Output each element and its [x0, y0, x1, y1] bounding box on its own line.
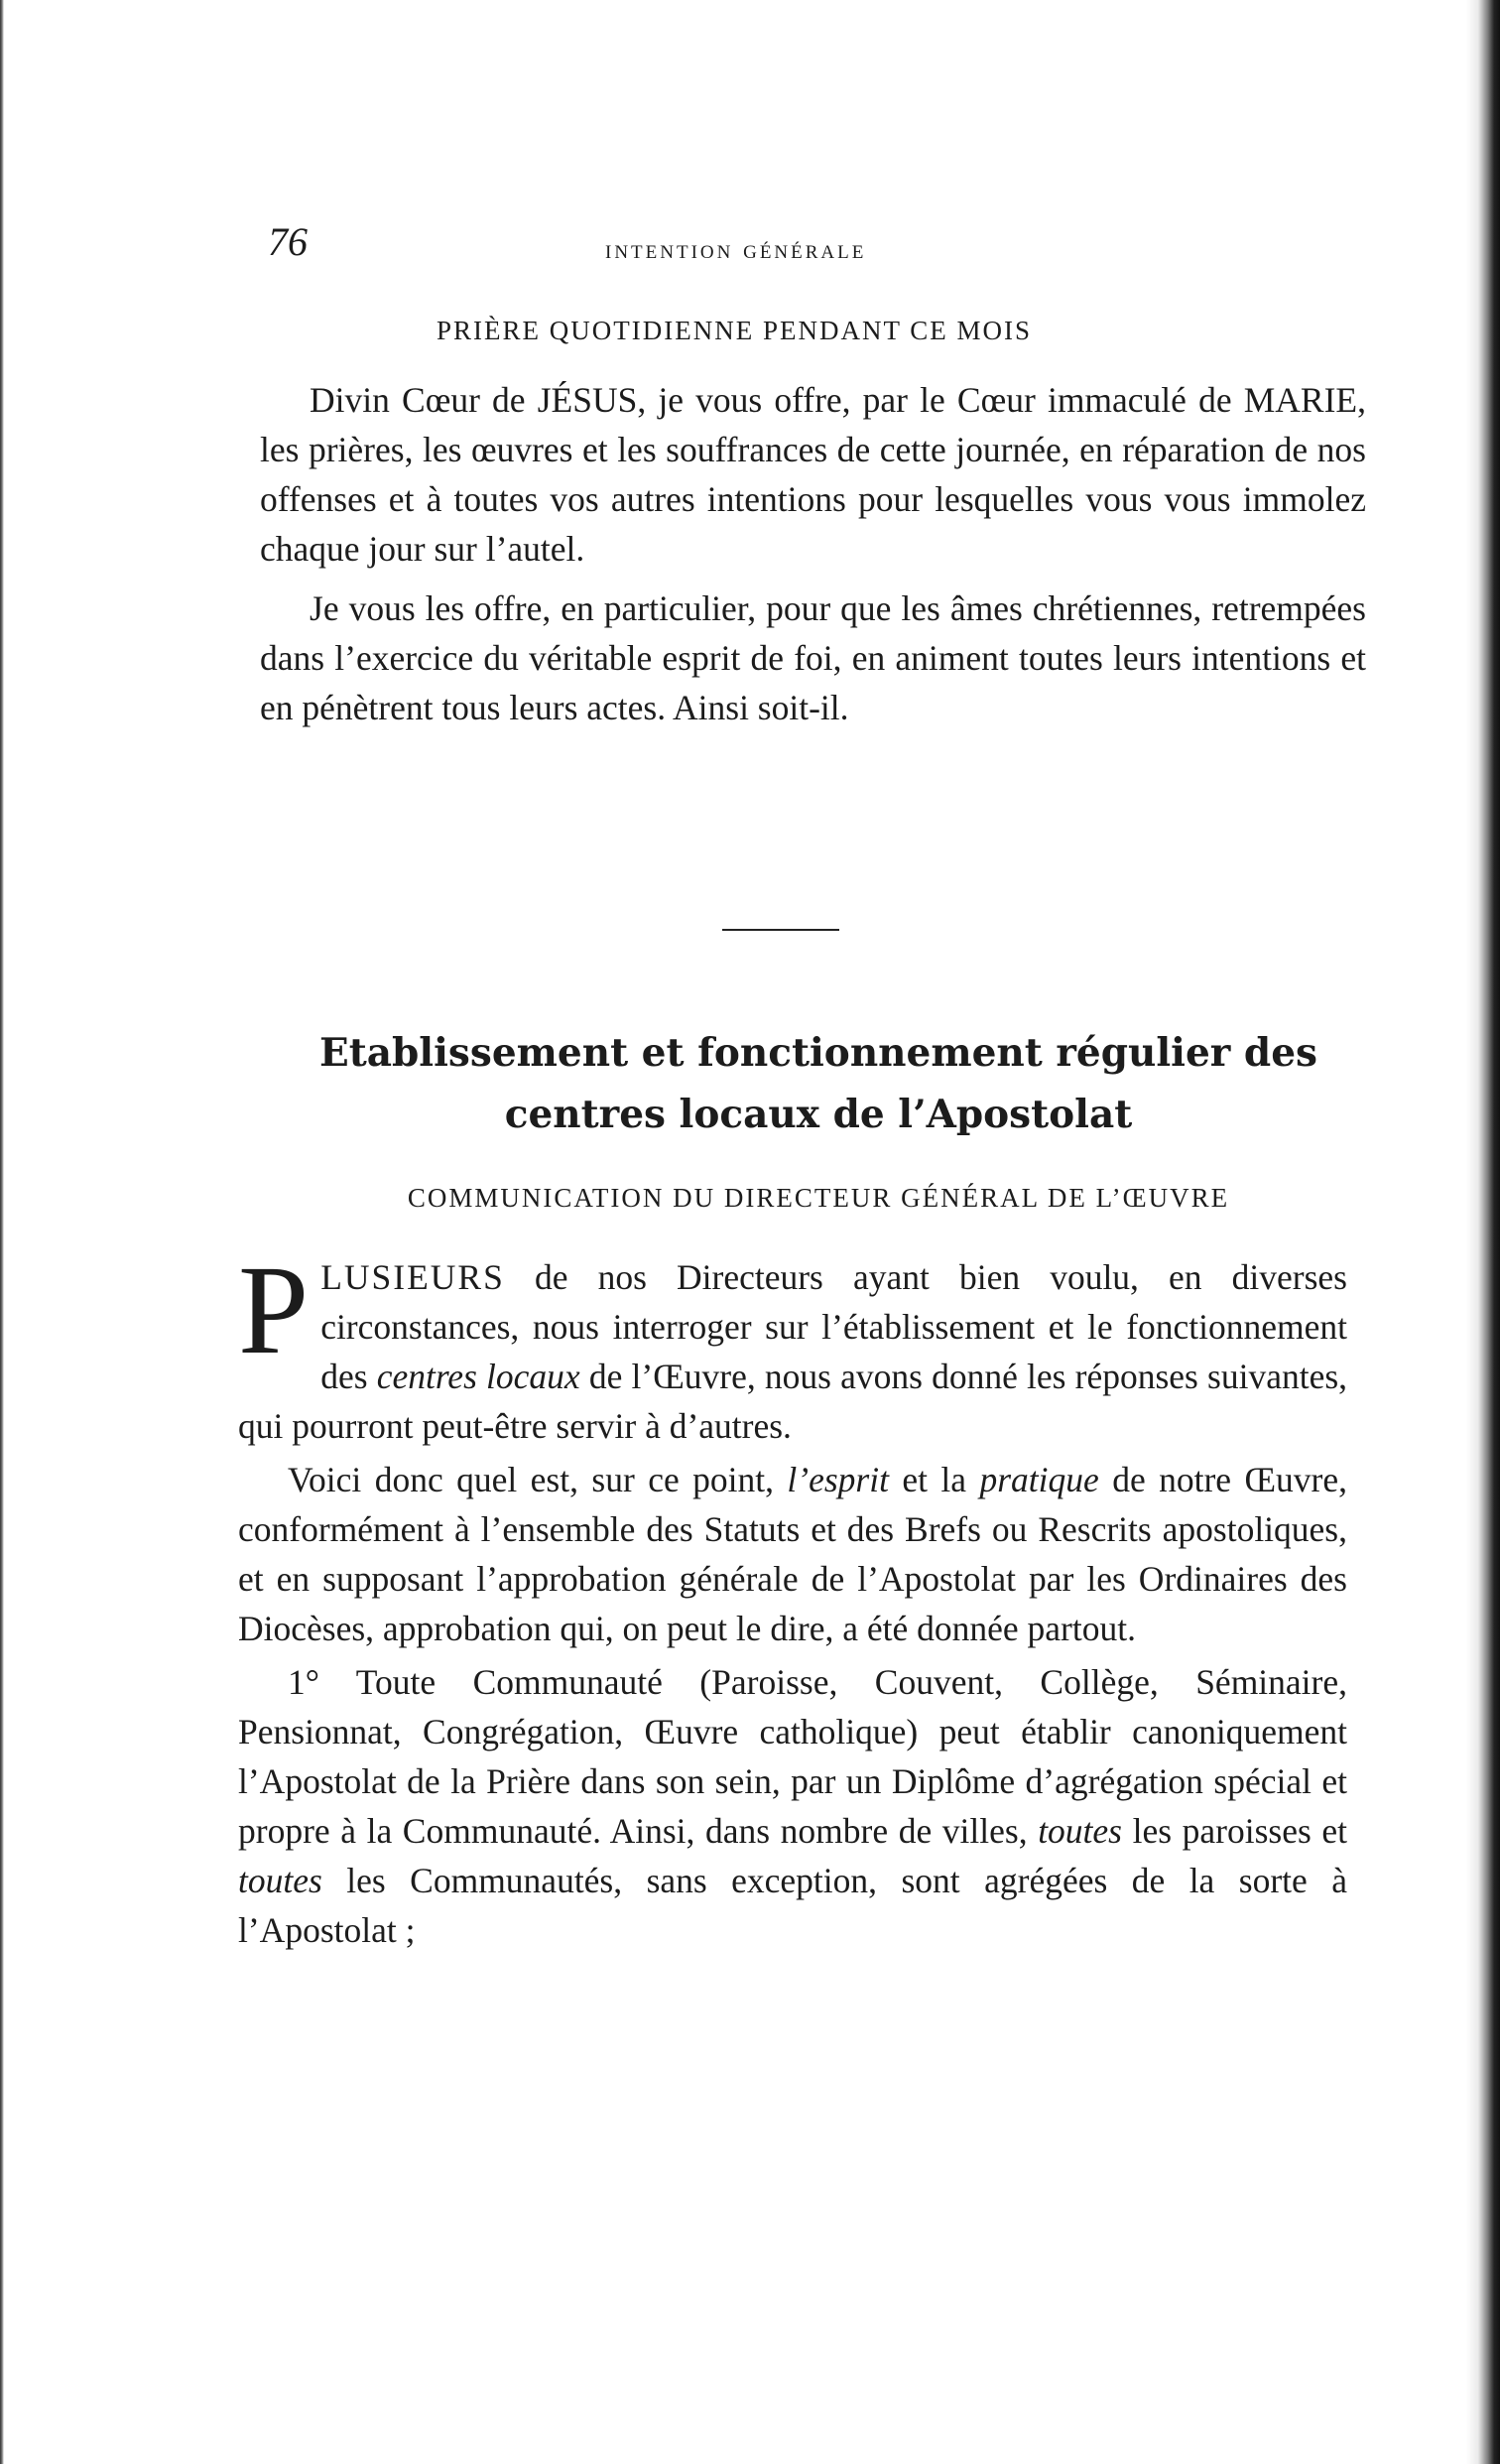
paragraph-text: et la [888, 1460, 980, 1499]
article-title-line: centres locaux de l’Apostolat [504, 1092, 1133, 1137]
paragraph-text: de nos Directeurs ayant bien voulu, en diverses circonstances, nous interroger sur l’établissement et le fonctionnement des [320, 1257, 1347, 1396]
article-title [268, 1022, 1369, 1145]
prayer-title: PRIÈRE QUOTIDIENNE PENDANT CE MOIS [437, 316, 1032, 345]
article-paragraph [238, 1455, 1347, 1653]
prayer-paragraph: Divin Cœur de JÉSUS, je vous offre, par le Cœur immaculé de MARIE, les prières, les œuvres et les souffrances de cette journée, en réparation de nos offenses et à toutes vos autres intentions pour lesquelles vous vous immolez chaque jour sur l’autel. [260, 380, 1366, 569]
book-spine-shadow [1466, 0, 1500, 2464]
emphasized-text: pratique [979, 1460, 1099, 1499]
emphasized-text: l’esprit [787, 1460, 889, 1499]
article-paragraph [238, 1239, 1348, 1451]
article-title-line: Etablissement et fonctionnement régulier des [319, 1030, 1317, 1076]
drop-cap: P [238, 1239, 310, 1380]
article-body [238, 1239, 1348, 1959]
emphasized-text: toutes [1038, 1811, 1122, 1851]
section-divider [722, 929, 839, 931]
page-left-edge [0, 0, 4, 2464]
lead-word: LUSIEURS [320, 1257, 505, 1297]
article-subtitle: COMMUNICATION DU DIRECTEUR GÉNÉRAL DE L’ŒUVRE [407, 1183, 1230, 1213]
page-number: 76 [268, 219, 308, 264]
paragraph-text: de notre Œuvre, conformément à l’ensemble des Statuts et des Brefs ou Rescrits apostoliques, et en supposant l’approbation générale de l’Apostolat par les Ordinaires des Diocèses, approbation qui, on peut le dire, a été donnée partout. [238, 1460, 1347, 1648]
paragraph-text: de l’Œuvre, nous avons donné les réponses suivantes, qui pourront peut-être servir à d’autres. [238, 1357, 1348, 1446]
prayer-text [260, 375, 1366, 742]
article-paragraph [238, 1657, 1347, 1955]
emphasized-text: centres locaux [376, 1357, 580, 1396]
paragraph-text: les paroisses et [1122, 1811, 1347, 1851]
paragraph-text: 1° Toute Communauté (Paroisse, Couvent, Collège, Séminaire, Pensionnat, Congrégation, Œuvre catholique) peut établir canoniquement l’Apostolat de la Prière dans son sein, par un Diplôme d’agrégation spécial et propre à la Communauté. Ainsi, dans nombre de villes, [238, 1662, 1347, 1851]
prayer-paragraph: Je vous les offre, en particulier, pour que les âmes chrétiennes, retrempées dans l’exercice du véritable esprit de foi, en animent toutes leurs intentions et en pénètrent tous leurs actes. Ainsi soit-il. [260, 588, 1366, 727]
running-head: intention générale [605, 234, 867, 264]
paragraph-text: les Communautés, sans exception, sont agrégées de la sorte à l’Apostolat ; [238, 1861, 1347, 1950]
page-header [268, 218, 1369, 278]
paragraph-text: Voici donc quel est, sur ce point, [288, 1460, 788, 1499]
emphasized-text: toutes [238, 1861, 322, 1900]
